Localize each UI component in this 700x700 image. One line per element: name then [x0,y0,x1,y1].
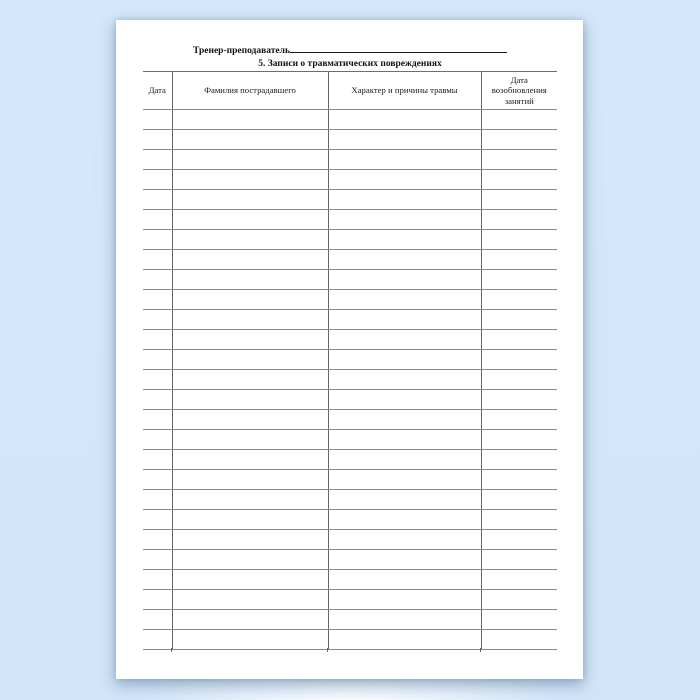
empty-cell [328,590,481,610]
table-row [143,250,557,270]
empty-cell [143,130,172,150]
empty-cell [328,250,481,270]
table-row [143,470,557,490]
empty-cell [172,210,328,230]
empty-cell [143,310,172,330]
empty-cell [143,370,172,390]
table-row [143,510,557,530]
empty-cell [172,630,328,650]
empty-cell [481,550,557,570]
empty-cell [172,390,328,410]
empty-cell [143,270,172,290]
table-head [143,72,557,110]
empty-cell [172,230,328,250]
empty-cell [328,270,481,290]
empty-cell [481,210,557,230]
document-header [143,44,557,70]
empty-cell [143,210,172,230]
empty-cell [172,430,328,450]
empty-cell [481,330,557,350]
empty-cell [143,350,172,370]
table-row [143,630,557,650]
column-divider-overhang [480,648,481,652]
empty-cell [143,110,172,130]
empty-cell [481,310,557,330]
empty-cell [328,510,481,530]
empty-cell [172,170,328,190]
table-row [143,430,557,450]
empty-cell [481,410,557,430]
empty-cell [143,510,172,530]
empty-cell [328,570,481,590]
empty-cell [172,490,328,510]
empty-cell [143,190,172,210]
empty-cell [143,410,172,430]
empty-cell [328,210,481,230]
col-header-resume-date: Дата возобновления занятий [481,72,557,110]
empty-cell [172,130,328,150]
empty-cell [172,350,328,370]
empty-cell [172,410,328,430]
empty-cell [143,450,172,470]
empty-cell [143,290,172,310]
empty-cell [172,290,328,310]
table-row [143,290,557,310]
empty-cell [328,310,481,330]
col-header-injury-nature-causes: Характер и причины травмы [328,72,481,110]
empty-cell [481,470,557,490]
table-row [143,570,557,590]
empty-cell [481,270,557,290]
empty-cell [143,610,172,630]
empty-cell [481,490,557,510]
empty-cell [481,350,557,370]
empty-cell [328,230,481,250]
empty-cell [143,630,172,650]
empty-cell [172,190,328,210]
document-page [116,20,583,679]
column-divider-overhang [171,648,172,652]
empty-cell [481,630,557,650]
injury-records-table [143,71,557,650]
empty-cell [328,630,481,650]
table-row [143,310,557,330]
empty-cell [143,590,172,610]
empty-cell [481,170,557,190]
table-row [143,530,557,550]
empty-cell [328,470,481,490]
section-title: 5. Записи о травматических повреждениях [258,59,442,69]
empty-cell [172,110,328,130]
empty-cell [172,510,328,530]
empty-cell [481,570,557,590]
empty-cell [481,430,557,450]
table-row [143,390,557,410]
table-row [143,610,557,630]
empty-cell [172,590,328,610]
trainer-label: Тренер-преподаватель [193,46,290,56]
empty-cell [481,250,557,270]
empty-cell [481,530,557,550]
table-row [143,490,557,510]
table-row [143,590,557,610]
empty-cell [143,470,172,490]
empty-cell [172,270,328,290]
col-header-date: Дата [143,72,172,110]
empty-cell [481,290,557,310]
table-row [143,410,557,430]
table-body [143,110,557,650]
empty-cell [328,350,481,370]
empty-cell [143,570,172,590]
empty-cell [172,370,328,390]
empty-cell [328,550,481,570]
col-header-victim-surname: Фамилия пострадавшего [172,72,328,110]
trainer-blank-line [290,44,507,53]
empty-cell [481,110,557,130]
trainer-line [143,44,557,57]
empty-cell [328,190,481,210]
empty-cell [481,590,557,610]
empty-cell [328,610,481,630]
empty-cell [481,190,557,210]
column-divider-overhang [327,648,328,652]
empty-cell [143,390,172,410]
empty-cell [328,110,481,130]
empty-cell [172,470,328,490]
empty-cell [328,290,481,310]
empty-cell [481,130,557,150]
empty-cell [481,610,557,630]
empty-cell [143,170,172,190]
empty-cell [172,550,328,570]
empty-cell [143,250,172,270]
table-row [143,350,557,370]
empty-cell [481,510,557,530]
empty-cell [481,390,557,410]
empty-cell [328,150,481,170]
empty-cell [328,530,481,550]
table-row [143,170,557,190]
empty-cell [143,230,172,250]
empty-cell [143,490,172,510]
empty-cell [328,390,481,410]
empty-cell [172,250,328,270]
empty-cell [143,150,172,170]
empty-cell [328,430,481,450]
table-row [143,130,557,150]
empty-cell [172,570,328,590]
empty-cell [172,450,328,470]
empty-cell [172,330,328,350]
empty-cell [172,530,328,550]
empty-cell [481,370,557,390]
table-row [143,270,557,290]
empty-cell [328,170,481,190]
table-row [143,110,557,130]
empty-cell [328,490,481,510]
empty-cell [328,130,481,150]
table-row [143,210,557,230]
header-row [143,72,557,110]
empty-cell [143,550,172,570]
table-row [143,230,557,250]
empty-cell [328,450,481,470]
table-row [143,150,557,170]
empty-cell [172,310,328,330]
empty-cell [143,530,172,550]
table-row [143,330,557,350]
empty-cell [328,370,481,390]
empty-cell [328,410,481,430]
table-row [143,370,557,390]
empty-cell [172,150,328,170]
table-row [143,550,557,570]
table-row [143,190,557,210]
table-row [143,450,557,470]
empty-cell [143,330,172,350]
empty-cell [172,610,328,630]
empty-cell [481,230,557,250]
empty-cell [481,150,557,170]
empty-cell [143,430,172,450]
empty-cell [481,450,557,470]
empty-cell [328,330,481,350]
